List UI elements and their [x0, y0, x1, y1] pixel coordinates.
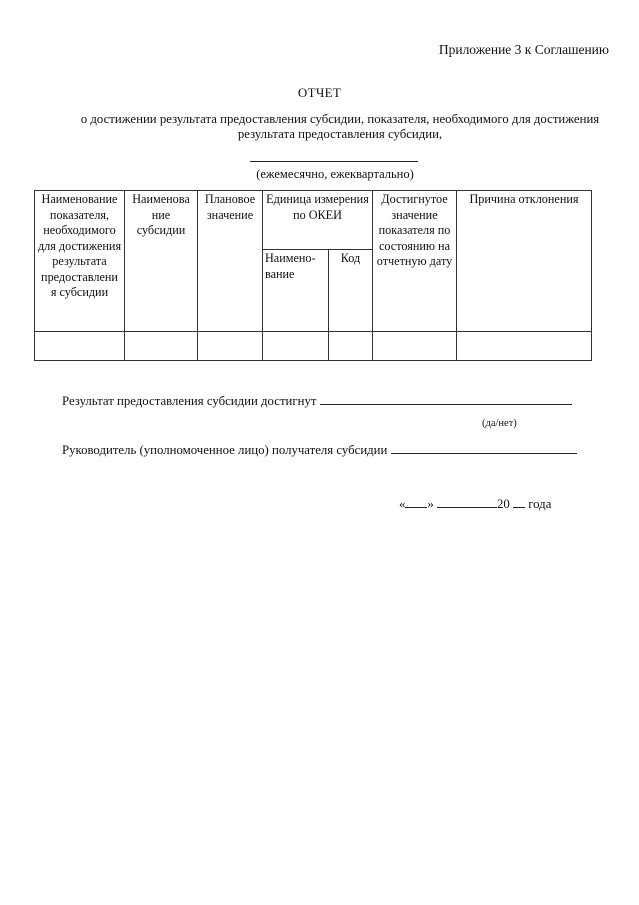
period-note: (ежемесячно, ежеквартально)	[256, 167, 414, 181]
report-table	[34, 190, 592, 361]
header-indicator-name: Наименование показателя, необходимого для достижения результата предоставлени я субсидии	[35, 191, 125, 332]
cell-indicator-name[interactable]	[35, 332, 125, 361]
date-open-quote: «	[399, 497, 406, 511]
cell-planned-value[interactable]	[198, 332, 263, 361]
result-line	[62, 392, 572, 409]
header-unit-name: Наимено- вание	[263, 250, 329, 332]
report-title: ОТЧЕТ	[297, 85, 342, 100]
cell-unit-code[interactable]	[329, 332, 373, 361]
year-blank-line[interactable]	[513, 495, 525, 508]
cell-subsidy-name[interactable]	[125, 332, 198, 361]
header-planned-value: Плановое значение	[198, 191, 263, 332]
head-signature-line	[62, 441, 577, 458]
header-unit-code: Код	[329, 250, 373, 332]
cell-deviation-reason[interactable]	[457, 332, 592, 361]
day-blank-line[interactable]	[405, 495, 427, 508]
header-unit-okei: Единица измерения по ОКЕИ	[263, 191, 373, 250]
head-blank-line[interactable]	[391, 441, 577, 454]
header-achieved-value: Достигнутое значение показателя по состоянию на отчетную дату	[373, 191, 457, 332]
appendix-label: Приложение 3 к Соглашению	[438, 42, 609, 57]
head-label: Руководитель (уполномоченное лицо) получателя субсидии	[62, 443, 388, 457]
table-row	[35, 332, 592, 361]
report-subtitle: о достижении результата предоставления субсидии, показателя, необходимого для достижения результата предоставления субсидии,	[80, 112, 600, 141]
cell-achieved-value[interactable]	[373, 332, 457, 361]
result-label: Результат предоставления субсидии достигнут	[62, 394, 317, 408]
header-deviation-reason: Причина отклонения	[457, 191, 592, 332]
result-blank-line[interactable]	[320, 392, 572, 405]
yes-no-note: (да/нет)	[482, 418, 517, 429]
date-close-quote: »	[427, 497, 434, 511]
period-blank-line[interactable]	[250, 161, 418, 162]
month-blank-line[interactable]	[437, 495, 497, 508]
date-century: 20	[497, 497, 510, 511]
date-year-word: года	[528, 497, 552, 511]
date-line	[399, 495, 551, 512]
header-subsidy-name: Наименова ние субсидии	[125, 191, 198, 332]
cell-unit-name[interactable]	[263, 332, 329, 361]
